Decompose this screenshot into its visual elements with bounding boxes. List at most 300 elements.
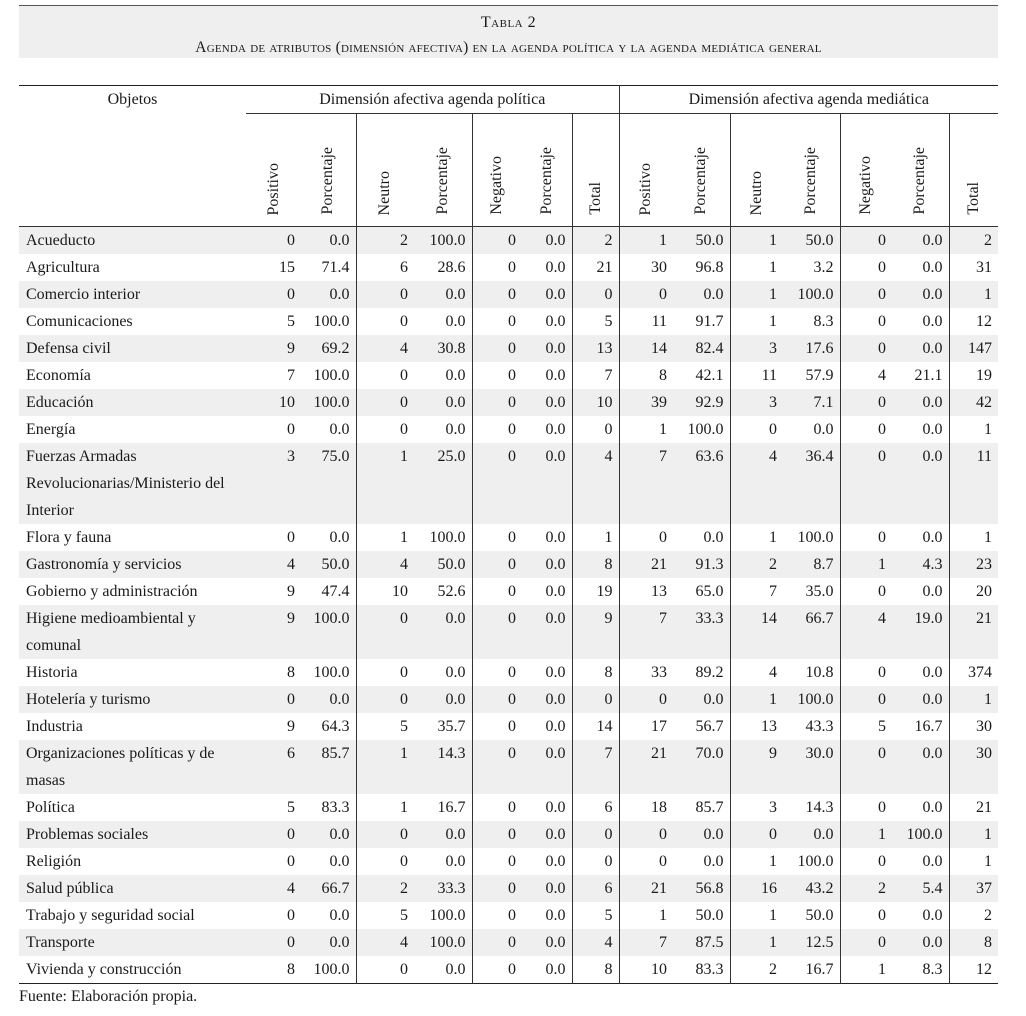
table-row: [19, 794, 998, 821]
cell-med-2: 1: [730, 902, 783, 929]
cell-med-5: 19.0: [892, 605, 949, 659]
cell-pol-6: 4: [572, 929, 619, 956]
cell-med-1: 89.2: [673, 659, 730, 686]
cell-med-3: 50.0: [783, 902, 840, 929]
cell-med-5: 0.0: [892, 335, 949, 362]
cell-pol-2: 0: [356, 821, 414, 848]
cell-med-5: 0.0: [892, 929, 949, 956]
cell-pol-1: 100.0: [301, 362, 356, 389]
cell-med-2: 9: [730, 740, 783, 794]
cell-med-6: 1: [949, 848, 998, 875]
cell-pol-3: 50.0: [414, 551, 472, 578]
table-row: [19, 389, 998, 416]
column-header-label: Total: [586, 182, 604, 215]
column-header-pol-1: [301, 114, 356, 227]
cell-med-5: 0.0: [892, 227, 949, 255]
cell-pol-2: 4: [356, 929, 414, 956]
cell-med-5: 0.0: [892, 848, 949, 875]
group-header-politica: Dimensión afectiva agenda política: [246, 86, 619, 114]
cell-pol-2: 5: [356, 902, 414, 929]
cell-pol-6: 7: [572, 740, 619, 794]
cell-pol-6: 0: [572, 281, 619, 308]
table-body: [19, 227, 998, 984]
cell-pol-2: 2: [356, 875, 414, 902]
cell-med-0: 0: [619, 281, 673, 308]
cell-med-2: 13: [730, 713, 783, 740]
cell-pol-6: 8: [572, 659, 619, 686]
column-header-med-2: [730, 114, 783, 227]
cell-med-2: 7: [730, 578, 783, 605]
cell-med-4: 0: [840, 281, 892, 308]
cell-med-0: 8: [619, 362, 673, 389]
cell-pol-0: 7: [246, 362, 301, 389]
cell-med-5: 0.0: [892, 740, 949, 794]
cell-pol-6: 8: [572, 551, 619, 578]
cell-med-0: 10: [619, 956, 673, 984]
cell-med-1: 0.0: [673, 281, 730, 308]
column-header-label: Total: [964, 182, 982, 215]
cell-med-5: 4.3: [892, 551, 949, 578]
cell-pol-4: 0: [472, 335, 522, 362]
cell-med-1: 56.7: [673, 713, 730, 740]
cell-med-1: 56.8: [673, 875, 730, 902]
column-header-med-0: [619, 114, 673, 227]
cell-med-1: 87.5: [673, 929, 730, 956]
cell-med-6: 30: [949, 713, 998, 740]
data-table: [19, 85, 998, 984]
cell-med-0: 7: [619, 605, 673, 659]
cell-pol-5: 0.0: [522, 524, 572, 551]
cell-med-5: 0.0: [892, 308, 949, 335]
cell-med-3: 0.0: [783, 821, 840, 848]
row-object-name: Organizaciones políticas y de masas: [19, 740, 246, 794]
cell-med-1: 50.0: [673, 902, 730, 929]
table-row: [19, 659, 998, 686]
cell-med-1: 0.0: [673, 686, 730, 713]
table-row: [19, 605, 998, 659]
objects-header: Objetos: [19, 86, 246, 227]
cell-pol-0: 0: [246, 686, 301, 713]
cell-pol-2: 0: [356, 308, 414, 335]
row-object-name: Comunicaciones: [19, 308, 246, 335]
cell-pol-2: 1: [356, 524, 414, 551]
cell-pol-3: 0.0: [414, 821, 472, 848]
cell-med-5: 0.0: [892, 416, 949, 443]
cell-med-6: 374: [949, 659, 998, 686]
cell-med-3: 43.3: [783, 713, 840, 740]
cell-pol-4: 0: [472, 524, 522, 551]
cell-med-4: 0: [840, 443, 892, 524]
header-row-groups: [19, 86, 998, 114]
cell-pol-5: 0.0: [522, 362, 572, 389]
cell-med-0: 21: [619, 875, 673, 902]
cell-pol-1: 85.7: [301, 740, 356, 794]
cell-pol-5: 0.0: [522, 794, 572, 821]
cell-pol-6: 13: [572, 335, 619, 362]
cell-pol-0: 10: [246, 389, 301, 416]
column-header-pol-5: [522, 114, 572, 227]
cell-pol-5: 0.0: [522, 659, 572, 686]
cell-pol-1: 0.0: [301, 929, 356, 956]
cell-pol-5: 0.0: [522, 686, 572, 713]
cell-med-1: 91.3: [673, 551, 730, 578]
cell-med-6: 2: [949, 227, 998, 255]
cell-pol-3: 28.6: [414, 254, 472, 281]
row-object-name: Flora y fauna: [19, 524, 246, 551]
cell-med-2: 3: [730, 794, 783, 821]
column-header-label: Positivo: [637, 162, 655, 215]
column-header-pol-4: [472, 114, 522, 227]
column-header-label: Positivo: [264, 162, 282, 215]
cell-med-0: 21: [619, 551, 673, 578]
cell-med-3: 100.0: [783, 848, 840, 875]
cell-med-3: 57.9: [783, 362, 840, 389]
cell-pol-3: 0.0: [414, 416, 472, 443]
cell-pol-0: 0: [246, 929, 301, 956]
cell-med-3: 100.0: [783, 686, 840, 713]
cell-med-2: 0: [730, 821, 783, 848]
cell-pol-4: 0: [472, 929, 522, 956]
cell-pol-1: 0.0: [301, 227, 356, 255]
cell-pol-3: 0.0: [414, 659, 472, 686]
row-object-name: Salud pública: [19, 875, 246, 902]
cell-pol-4: 0: [472, 740, 522, 794]
table-row: [19, 335, 998, 362]
cell-pol-0: 3: [246, 443, 301, 524]
cell-med-6: 1: [949, 281, 998, 308]
cell-med-3: 17.6: [783, 335, 840, 362]
cell-pol-6: 1: [572, 524, 619, 551]
cell-pol-0: 4: [246, 875, 301, 902]
cell-med-2: 2: [730, 956, 783, 984]
cell-med-1: 0.0: [673, 848, 730, 875]
cell-med-1: 82.4: [673, 335, 730, 362]
row-object-name: Vivienda y construcción: [19, 956, 246, 984]
cell-med-0: 11: [619, 308, 673, 335]
cell-med-2: 1: [730, 686, 783, 713]
cell-pol-1: 47.4: [301, 578, 356, 605]
cell-med-1: 91.7: [673, 308, 730, 335]
cell-pol-5: 0.0: [522, 929, 572, 956]
cell-med-2: 1: [730, 524, 783, 551]
cell-med-4: 0: [840, 308, 892, 335]
cell-med-5: 21.1: [892, 362, 949, 389]
cell-pol-0: 15: [246, 254, 301, 281]
row-object-name: Trabajo y seguridad social: [19, 902, 246, 929]
column-header-med-3: [783, 114, 840, 227]
cell-med-4: 5: [840, 713, 892, 740]
cell-pol-4: 0: [472, 821, 522, 848]
cell-med-5: 0.0: [892, 443, 949, 524]
row-object-name: Política: [19, 794, 246, 821]
cell-pol-2: 0: [356, 281, 414, 308]
cell-pol-0: 0: [246, 416, 301, 443]
table-row: [19, 254, 998, 281]
row-object-name: Acueducto: [19, 227, 246, 255]
cell-med-0: 0: [619, 524, 673, 551]
row-object-name: Comercio interior: [19, 281, 246, 308]
cell-med-6: 20: [949, 578, 998, 605]
cell-med-0: 1: [619, 902, 673, 929]
cell-med-3: 43.2: [783, 875, 840, 902]
cell-med-6: 31: [949, 254, 998, 281]
column-header-label: Porcentaje: [433, 147, 451, 215]
row-object-name: Problemas sociales: [19, 821, 246, 848]
cell-pol-5: 0.0: [522, 551, 572, 578]
column-header-label: Porcentaje: [802, 147, 820, 215]
cell-pol-2: 1: [356, 443, 414, 524]
column-header-pol-2: [356, 114, 414, 227]
cell-med-1: 65.0: [673, 578, 730, 605]
row-object-name: Defensa civil: [19, 335, 246, 362]
cell-med-1: 100.0: [673, 416, 730, 443]
cell-med-3: 35.0: [783, 578, 840, 605]
table-row: [19, 281, 998, 308]
cell-pol-6: 0: [572, 848, 619, 875]
cell-pol-0: 9: [246, 713, 301, 740]
cell-pol-2: 0: [356, 362, 414, 389]
column-header-label: Porcentaje: [692, 147, 710, 215]
cell-pol-0: 5: [246, 794, 301, 821]
cell-pol-4: 0: [472, 794, 522, 821]
cell-med-1: 50.0: [673, 227, 730, 255]
cell-pol-1: 0.0: [301, 524, 356, 551]
cell-pol-5: 0.0: [522, 416, 572, 443]
table-row: [19, 227, 998, 255]
row-object-name: Religión: [19, 848, 246, 875]
cell-pol-0: 9: [246, 335, 301, 362]
table-row: [19, 929, 998, 956]
cell-pol-2: 2: [356, 227, 414, 255]
cell-med-4: 0: [840, 416, 892, 443]
cell-pol-1: 0.0: [301, 821, 356, 848]
cell-med-1: 0.0: [673, 821, 730, 848]
table-row: [19, 578, 998, 605]
cell-pol-6: 0: [572, 686, 619, 713]
cell-med-1: 70.0: [673, 740, 730, 794]
cell-med-6: 19: [949, 362, 998, 389]
cell-pol-5: 0.0: [522, 578, 572, 605]
cell-pol-5: 0.0: [522, 848, 572, 875]
cell-med-2: 1: [730, 308, 783, 335]
column-header-label: Porcentaje: [911, 147, 929, 215]
cell-pol-3: 25.0: [414, 443, 472, 524]
cell-pol-0: 0: [246, 902, 301, 929]
cell-pol-2: 10: [356, 578, 414, 605]
cell-pol-6: 5: [572, 902, 619, 929]
cell-pol-0: 8: [246, 659, 301, 686]
cell-med-3: 50.0: [783, 227, 840, 255]
table-row: [19, 686, 998, 713]
cell-pol-4: 0: [472, 578, 522, 605]
cell-med-6: 21: [949, 794, 998, 821]
table-row: [19, 902, 998, 929]
table-row: [19, 416, 998, 443]
cell-pol-4: 0: [472, 443, 522, 524]
cell-pol-3: 16.7: [414, 794, 472, 821]
row-object-name: Gastronomía y servicios: [19, 551, 246, 578]
cell-pol-4: 0: [472, 686, 522, 713]
cell-pol-6: 5: [572, 308, 619, 335]
cell-pol-5: 0.0: [522, 956, 572, 984]
cell-pol-6: 0: [572, 821, 619, 848]
cell-med-0: 0: [619, 848, 673, 875]
cell-pol-2: 0: [356, 686, 414, 713]
cell-pol-1: 0.0: [301, 848, 356, 875]
group-header-mediatica: Dimensión afectiva agenda mediática: [619, 86, 998, 114]
cell-pol-0: 5: [246, 308, 301, 335]
cell-med-3: 8.3: [783, 308, 840, 335]
cell-med-0: 39: [619, 389, 673, 416]
cell-pol-3: 100.0: [414, 227, 472, 255]
cell-med-4: 2: [840, 875, 892, 902]
cell-pol-5: 0.0: [522, 389, 572, 416]
cell-pol-2: 1: [356, 740, 414, 794]
cell-pol-0: 8: [246, 956, 301, 984]
cell-med-6: 1: [949, 416, 998, 443]
cell-med-4: 0: [840, 929, 892, 956]
cell-med-5: 0.0: [892, 524, 949, 551]
cell-pol-1: 83.3: [301, 794, 356, 821]
cell-pol-3: 14.3: [414, 740, 472, 794]
cell-pol-4: 0: [472, 254, 522, 281]
row-object-name: Higiene medioambiental y comunal: [19, 605, 246, 659]
cell-pol-6: 6: [572, 875, 619, 902]
cell-med-3: 12.5: [783, 929, 840, 956]
cell-med-4: 0: [840, 578, 892, 605]
cell-pol-6: 9: [572, 605, 619, 659]
cell-med-6: 1: [949, 821, 998, 848]
cell-med-5: 0.0: [892, 659, 949, 686]
cell-pol-4: 0: [472, 362, 522, 389]
cell-med-1: 33.3: [673, 605, 730, 659]
cell-pol-5: 0.0: [522, 227, 572, 255]
cell-pol-3: 100.0: [414, 902, 472, 929]
cell-med-4: 4: [840, 605, 892, 659]
cell-med-1: 83.3: [673, 956, 730, 984]
cell-med-0: 18: [619, 794, 673, 821]
cell-pol-2: 4: [356, 551, 414, 578]
cell-med-0: 1: [619, 227, 673, 255]
cell-pol-4: 0: [472, 308, 522, 335]
cell-med-0: 21: [619, 740, 673, 794]
cell-med-5: 0.0: [892, 794, 949, 821]
cell-med-5: 16.7: [892, 713, 949, 740]
table-row: [19, 551, 998, 578]
cell-med-3: 7.1: [783, 389, 840, 416]
cell-med-3: 36.4: [783, 443, 840, 524]
cell-med-0: 1: [619, 416, 673, 443]
cell-med-5: 0.0: [892, 686, 949, 713]
column-header-med-4: [840, 114, 892, 227]
cell-pol-4: 0: [472, 281, 522, 308]
cell-pol-3: 0.0: [414, 686, 472, 713]
cell-pol-2: 1: [356, 794, 414, 821]
cell-med-6: 37: [949, 875, 998, 902]
cell-pol-3: 100.0: [414, 524, 472, 551]
cell-pol-5: 0.0: [522, 443, 572, 524]
cell-med-4: 4: [840, 362, 892, 389]
cell-pol-4: 0: [472, 605, 522, 659]
cell-pol-4: 0: [472, 659, 522, 686]
table-row: [19, 875, 998, 902]
cell-pol-5: 0.0: [522, 308, 572, 335]
column-header-label: Porcentaje: [319, 147, 337, 215]
cell-pol-0: 0: [246, 227, 301, 255]
cell-pol-3: 0.0: [414, 389, 472, 416]
cell-pol-1: 75.0: [301, 443, 356, 524]
cell-med-0: 14: [619, 335, 673, 362]
cell-pol-4: 0: [472, 875, 522, 902]
cell-med-5: 5.4: [892, 875, 949, 902]
cell-med-5: 100.0: [892, 821, 949, 848]
cell-med-4: 0: [840, 254, 892, 281]
cell-med-2: 1: [730, 254, 783, 281]
cell-pol-2: 0: [356, 848, 414, 875]
cell-pol-4: 0: [472, 848, 522, 875]
cell-med-6: 1: [949, 524, 998, 551]
cell-pol-1: 71.4: [301, 254, 356, 281]
cell-med-0: 30: [619, 254, 673, 281]
cell-pol-1: 100.0: [301, 389, 356, 416]
cell-pol-2: 0: [356, 659, 414, 686]
cell-pol-1: 0.0: [301, 281, 356, 308]
column-header-pol-0: [246, 114, 301, 227]
cell-med-6: 21: [949, 605, 998, 659]
cell-med-6: 11: [949, 443, 998, 524]
cell-med-4: 0: [840, 902, 892, 929]
table-number: Tabla 2: [480, 14, 537, 31]
table-row: [19, 308, 998, 335]
cell-pol-1: 50.0: [301, 551, 356, 578]
cell-pol-4: 0: [472, 389, 522, 416]
cell-med-0: 0: [619, 686, 673, 713]
cell-pol-5: 0.0: [522, 740, 572, 794]
cell-pol-3: 0.0: [414, 956, 472, 984]
cell-pol-3: 0.0: [414, 281, 472, 308]
column-header-med-1: [673, 114, 730, 227]
cell-pol-1: 66.7: [301, 875, 356, 902]
cell-pol-3: 52.6: [414, 578, 472, 605]
cell-med-4: 0: [840, 659, 892, 686]
cell-pol-0: 9: [246, 578, 301, 605]
cell-pol-3: 0.0: [414, 362, 472, 389]
cell-med-0: 33: [619, 659, 673, 686]
cell-pol-6: 0: [572, 416, 619, 443]
cell-pol-0: 0: [246, 524, 301, 551]
cell-med-2: 14: [730, 605, 783, 659]
cell-pol-2: 6: [356, 254, 414, 281]
table-row: [19, 713, 998, 740]
cell-med-5: 0.0: [892, 281, 949, 308]
cell-pol-0: 4: [246, 551, 301, 578]
cell-med-3: 0.0: [783, 416, 840, 443]
cell-med-4: 1: [840, 821, 892, 848]
cell-med-4: 1: [840, 956, 892, 984]
cell-med-4: 0: [840, 389, 892, 416]
row-object-name: Economía: [19, 362, 246, 389]
table-row: [19, 848, 998, 875]
cell-pol-4: 0: [472, 551, 522, 578]
cell-med-1: 92.9: [673, 389, 730, 416]
cell-pol-1: 100.0: [301, 659, 356, 686]
cell-pol-4: 0: [472, 713, 522, 740]
row-object-name: Gobierno y administración: [19, 578, 246, 605]
cell-pol-1: 0.0: [301, 416, 356, 443]
row-object-name: Hotelería y turismo: [19, 686, 246, 713]
cell-med-5: 0.0: [892, 578, 949, 605]
cell-med-2: 3: [730, 335, 783, 362]
